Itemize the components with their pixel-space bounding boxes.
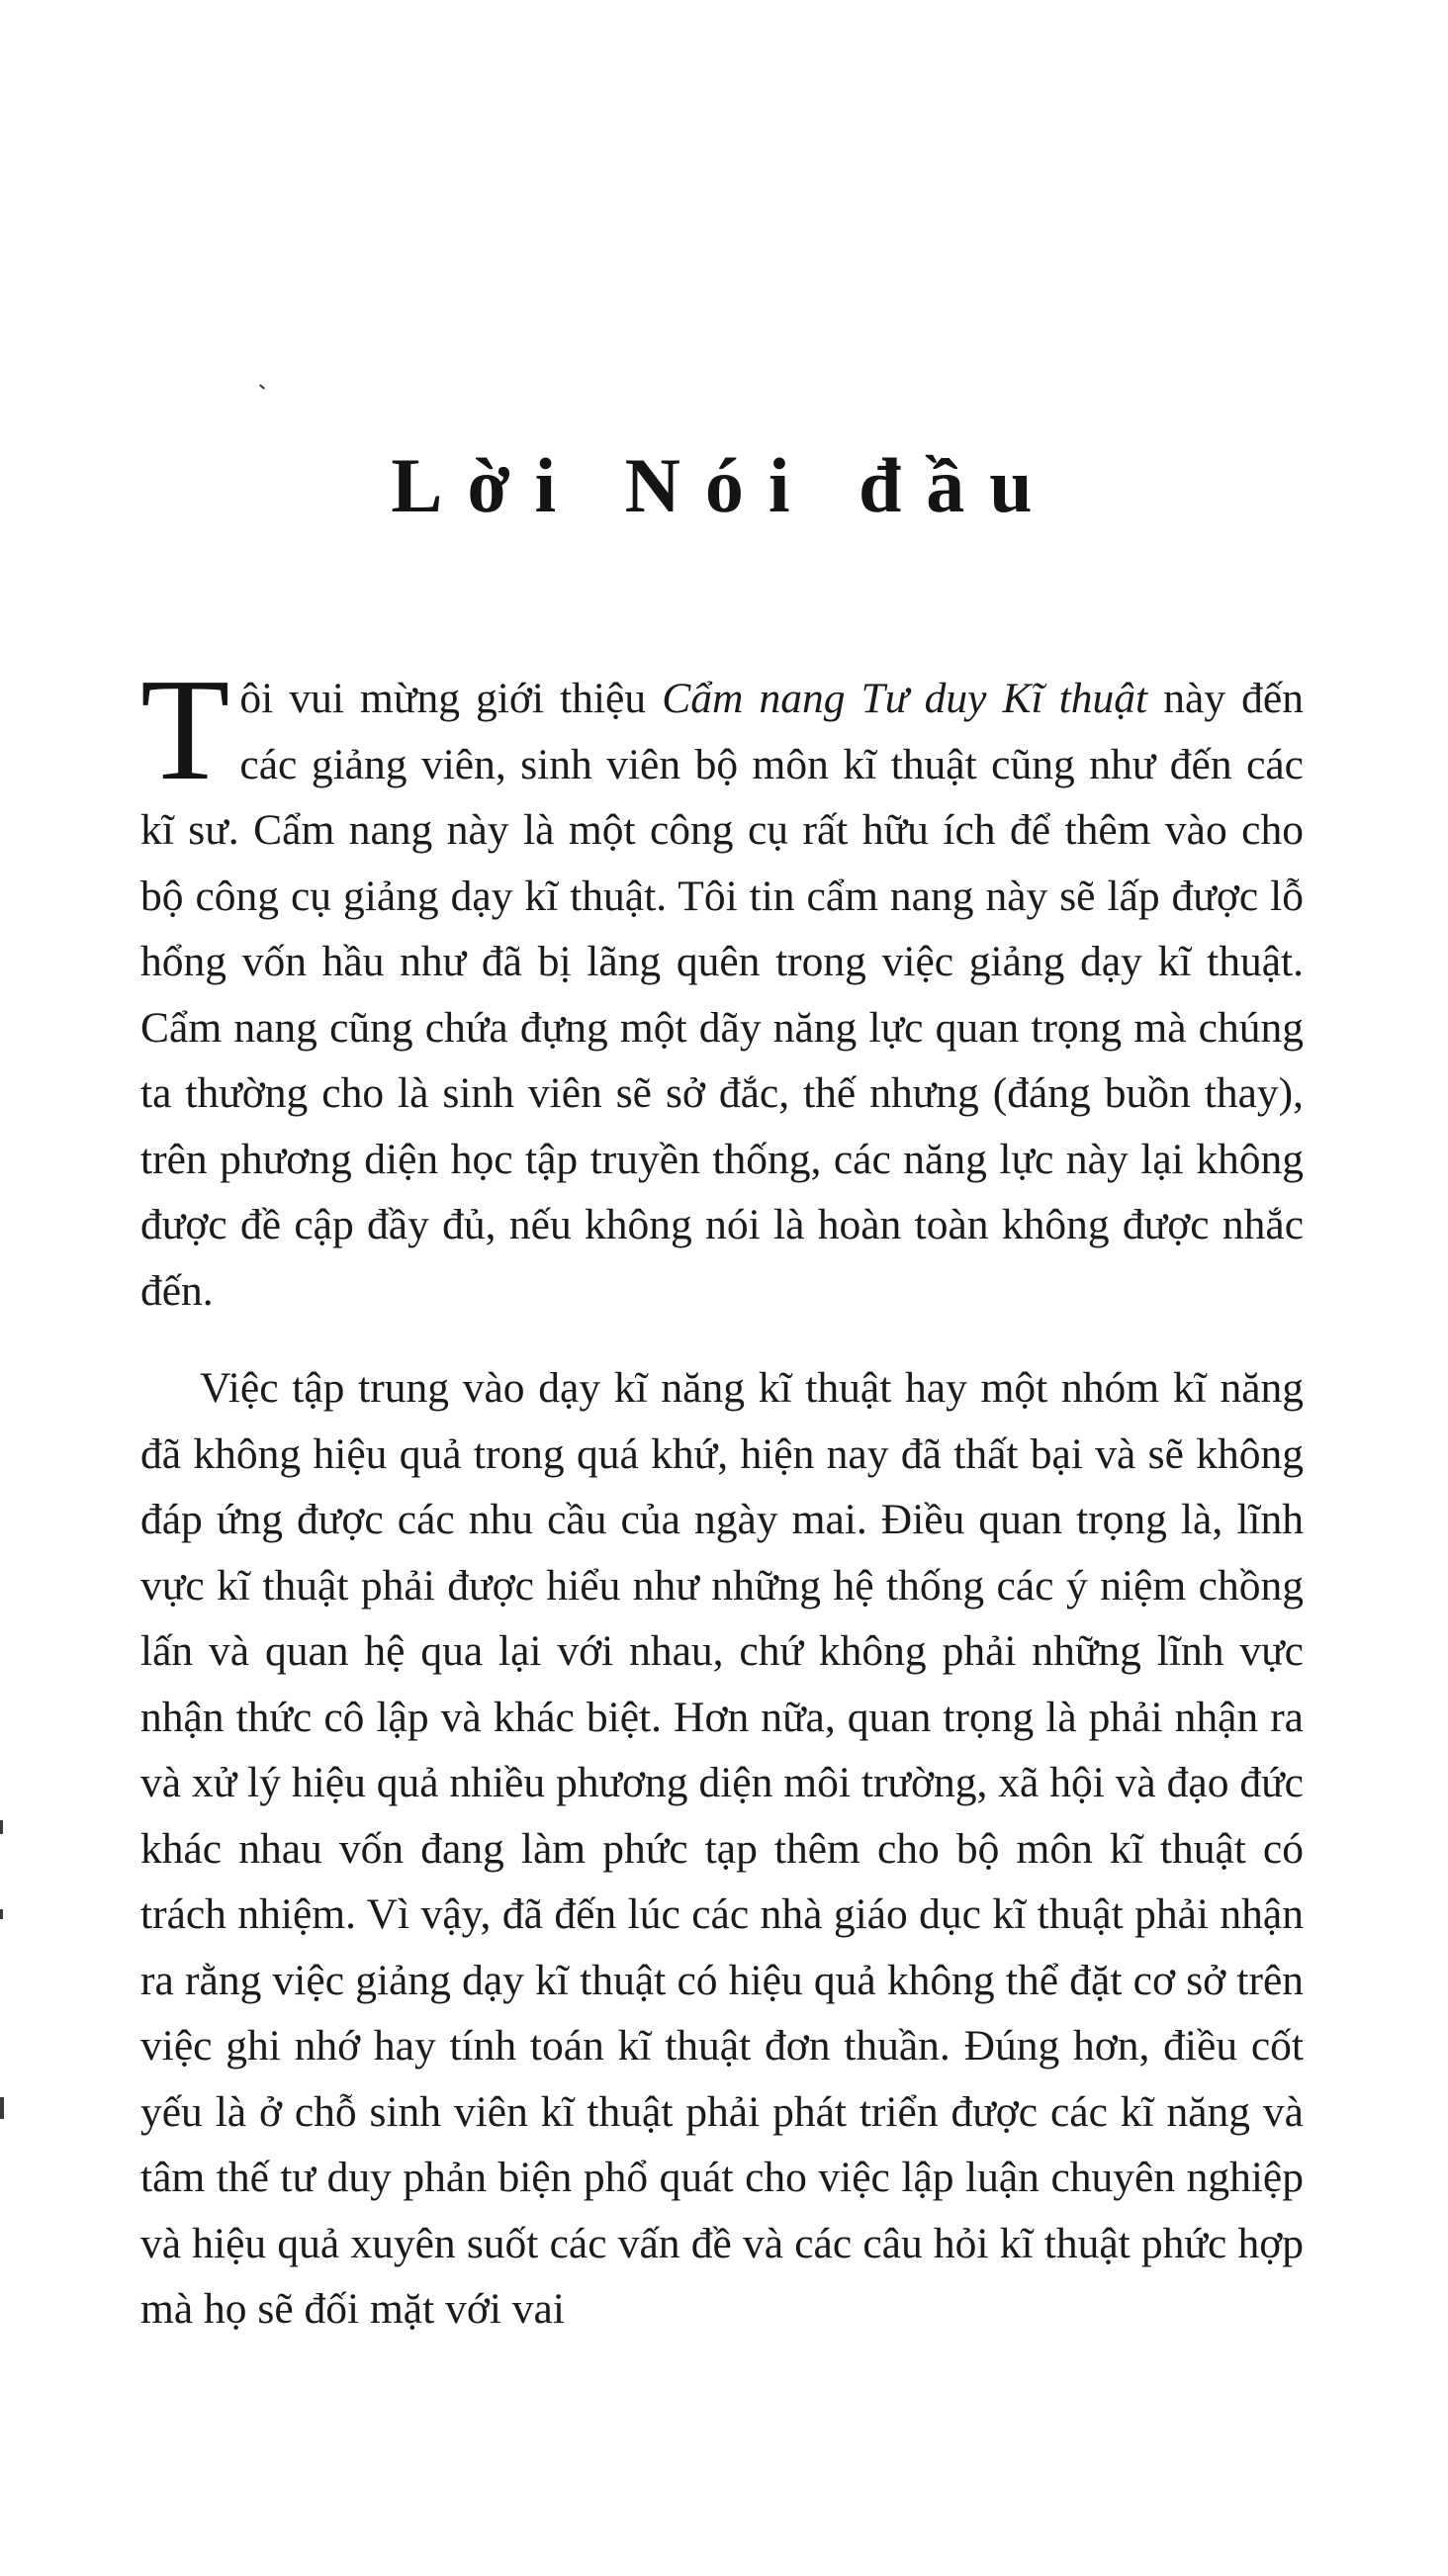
- paragraph-first-rest: này đến các giảng viên, sinh viên bộ môn kĩ thuật cũng như đến các kĩ sư. Cẩm nang này là một công cụ rất hữu ích để thêm vào cho bộ công cụ giảng dạy kĩ thuật. Tôi tin cẩm nang này sẽ lấp được lỗ hổng vốn hầu như đã bị lãng quên trong việc giảng dạy kĩ thuật. Cẩm nang cũng chứa đựng một dãy năng lực quan trọng mà chúng ta thường cho là sinh viên sẽ sở đắc, thế nhưng (đáng buồn thay), trên phương diện học tập truyền thống, các năng lực này lại không được đề cập đầy đủ, nếu không nói là hoàn toàn không được nhắc đến.: [140, 675, 1304, 1315]
- scan-speck: [259, 384, 265, 389]
- scan-edge-mark: [0, 1909, 3, 1919]
- book-title: Cẩm nang Tư duy Kĩ thuật: [662, 675, 1148, 722]
- paragraph-first: [140, 649, 1304, 1324]
- paragraph-second: Việc tập trung vào dạy kĩ năng kĩ thuật hay một nhóm kĩ năng đã không hiệu quả trong quá khứ, hiện nay đã thất bại và sẽ không đáp ứng được các nhu cầu của ngày mai. Điều quan trọng là, lĩnh vực kĩ thuật phải được hiểu như những hệ thống các ý niệm chồng lấn và quan hệ qua lại với nhau, chứ không phải những lĩnh vực nhận thức cô lập và khác biệt. Hơn nữa, quan trọng là phải nhận ra và xử lý hiệu quả nhiều phương diện môi trường, xã hội và đạo đức khác nhau vốn đang làm phức tạp thêm cho bộ môn kĩ thuật có trách nhiệm. Vì vậy, đã đến lúc các nhà giáo dục kĩ thuật phải nhận ra rằng việc giảng dạy kĩ thuật có hiệu quả không thể đặt cơ sở trên việc ghi nhớ hay tính toán kĩ thuật đơn thuần. Đúng hơn, điều cốt yếu là ở chỗ sinh viên kĩ thuật phải phát triển được các kĩ năng và tâm thế tư duy phản biện phổ quát cho việc lập luận chuyên nghiệp và hiệu quả xuyên suốt các vấn đề và các câu hỏi kĩ thuật phức hợp mà họ sẽ đối mặt với vai: [140, 1364, 1304, 2333]
- scan-edge-mark: [0, 1820, 3, 1834]
- body-text: [140, 649, 1304, 2343]
- page-title: Lời Nói đầu: [391, 442, 1057, 529]
- scan-edge-mark: [0, 2097, 4, 2119]
- paragraph-first-lead: Tôi vui mừng giới thiệu: [140, 649, 663, 811]
